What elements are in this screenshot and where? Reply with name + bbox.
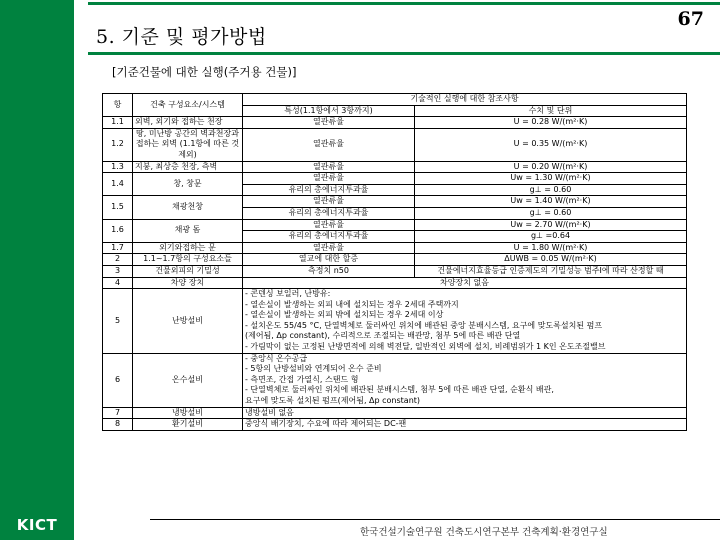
row-property: 열관류율 [243,161,415,173]
row-property: 유리의 총에너지투과율 [243,231,415,243]
row-item: 3 [103,265,133,277]
row-property: 열관류율 [243,196,415,208]
description-line: - 설치온도 55/45 °C, 단열벽체로 둘러싸인 위치에 배관된 중앙 분배시스템, 요구에 맞도록설치된 펌프 [245,320,603,330]
row-value: g⊥ =0.64 [415,231,687,243]
description-line: - 가림막이 없는 고정된 난방면적에 의해 벽전달, 일반적인 외벽에 설치, 비례범위가 1 K인 온도조절밸브 [245,342,606,352]
row-item: 7 [103,407,133,419]
description-line: - 열손실이 발생하는 외피 밖에 설치되는 경우 2세대 이상 [245,310,444,320]
row-value: 건물에너지효율등급 인증제도의 기밀성능 범주I에 따라 산정할 때 [415,265,687,277]
row-merged: 차양장치 없음 [243,277,687,289]
header-item: 항 [103,94,133,117]
row-item: 1.6 [103,219,133,242]
description-line: - 측면조, 간접 가열식, 스탠드 형 [245,374,359,384]
row-description [243,289,687,354]
page-number: 67 [677,8,704,30]
row-element: 환기설비 [133,419,243,431]
header-reference: 기술적인 실행에 대한 참조사항 [243,94,687,106]
row-value: ΔUWB = 0.05 W/(m²·K) [415,254,687,266]
row-property: 열관류율 [243,219,415,231]
row-element: 난방설비 [133,289,243,354]
row-value: Uw = 2.70 W/(m²·K) [415,219,687,231]
table-row [103,219,687,231]
table-row [103,289,687,354]
row-element: 땅, 미난방 공간의 벽과천장과 접하는 외벽 (1.1항에 따른 것 제외) [133,128,243,161]
header-property: 특성(1.1항에서 3항까지) [243,105,415,117]
brand-sidebar [0,0,74,540]
row-element: 채광 돔 [133,219,243,242]
table-row [103,196,687,208]
table-row [103,173,687,185]
row-value: U = 0.28 W/(m²·K) [415,117,687,129]
row-value: U = 0.35 W/(m²·K) [415,128,687,161]
row-element: 외벽, 외기와 접하는 천장 [133,117,243,129]
header-value: 수치 및 단위 [415,105,687,117]
row-item: 2 [103,254,133,266]
table-row [103,254,687,266]
row-item: 1.5 [103,196,133,219]
row-item: 1.1 [103,117,133,129]
table-row [103,117,687,129]
row-element: 건물외피의 기밀성 [133,265,243,277]
page-title: 5. 기준 및 평가방법 [96,26,267,48]
description-line: - 단열벽체로 둘러싸인 위치에 배관된 분배시스템, 첨부 5에 따른 배관 단열, 순환식 배관, [245,385,554,395]
row-property: 열관류율 [243,117,415,129]
row-element: 1.1~1.7항의 구성요소들 [133,254,243,266]
description-line: (제어됨, Δp constant), 수리적으로 조절되는 배관망, 첨부 5에 따른 배관 단열 [245,331,521,341]
row-property: 열관류율 [243,173,415,185]
table-row [103,161,687,173]
table-row [103,277,687,289]
header-bottom-rule [88,52,720,55]
reference-building-table [102,93,687,431]
row-merged: 중앙식 배기장치, 수요에 따라 제어되는 DC-팬 [243,419,687,431]
row-item: 1.4 [103,173,133,196]
table-row [103,353,687,407]
table-header-row [103,94,687,106]
row-element: 온수설비 [133,353,243,407]
row-value: Uw = 1.30 W/(m²·K) [415,173,687,185]
row-property: 열관류율 [243,128,415,161]
row-element: 차양 장치 [133,277,243,289]
row-property: 측정치 n50 [243,265,415,277]
row-element: 냉방설비 [133,407,243,419]
description-line: - 콘덴싱 보일러, 난방유: [245,289,331,299]
row-property: 열관류율 [243,242,415,254]
row-item: 6 [103,353,133,407]
kict-logo: KICT [16,516,58,534]
row-element: 창, 창문 [133,173,243,196]
row-item: 5 [103,289,133,354]
row-item: 1.7 [103,242,133,254]
row-item: 1.2 [103,128,133,161]
description-line: - 중앙식 온수공급 [245,353,308,363]
row-element: 지붕, 최상층 천장, 측벽 [133,161,243,173]
table-row [103,242,687,254]
row-element: 외기와접하는 문 [133,242,243,254]
description-line: - 열손실이 발생하는 외피 내에 설치되는 경우 2세대 주택까지 [245,299,459,309]
header-top-rule [88,2,720,5]
header-element: 건축 구성요소/시스템 [133,94,243,117]
row-element: 채광천창 [133,196,243,219]
row-value: U = 0.20 W/(m²·K) [415,161,687,173]
row-item: 4 [103,277,133,289]
row-value: g⊥ = 0.60 [415,184,687,196]
row-property: 열교에 대한 할증 [243,254,415,266]
row-item: 1.3 [103,161,133,173]
row-property: 유리의 총에너지투과율 [243,207,415,219]
description-line: - 5항의 난방설비와 연계되어 온수 준비 [245,364,382,374]
row-value: Uw = 1.40 W/(m²·K) [415,196,687,208]
row-merged: 냉방설비 없음 [243,407,687,419]
row-item: 8 [103,419,133,431]
footer-text: 한국건설기술연구원 건축도시연구본부 건축계획·환경연구실 [360,527,608,538]
table-row [103,407,687,419]
table-row [103,265,687,277]
footer-rule [150,519,720,520]
row-value: U = 1.80 W/(m²·K) [415,242,687,254]
row-property: 유리의 총에너지투과율 [243,184,415,196]
table-row [103,128,687,161]
table-row [103,419,687,431]
row-value: g⊥ = 0.60 [415,207,687,219]
section-subtitle: [기준건물에 대한 실행(주거용 건물)] [112,65,297,79]
row-description [243,353,687,407]
description-line: 요구에 맞도록 설치된 펌프(제어됨, Δp constant) [245,396,421,406]
